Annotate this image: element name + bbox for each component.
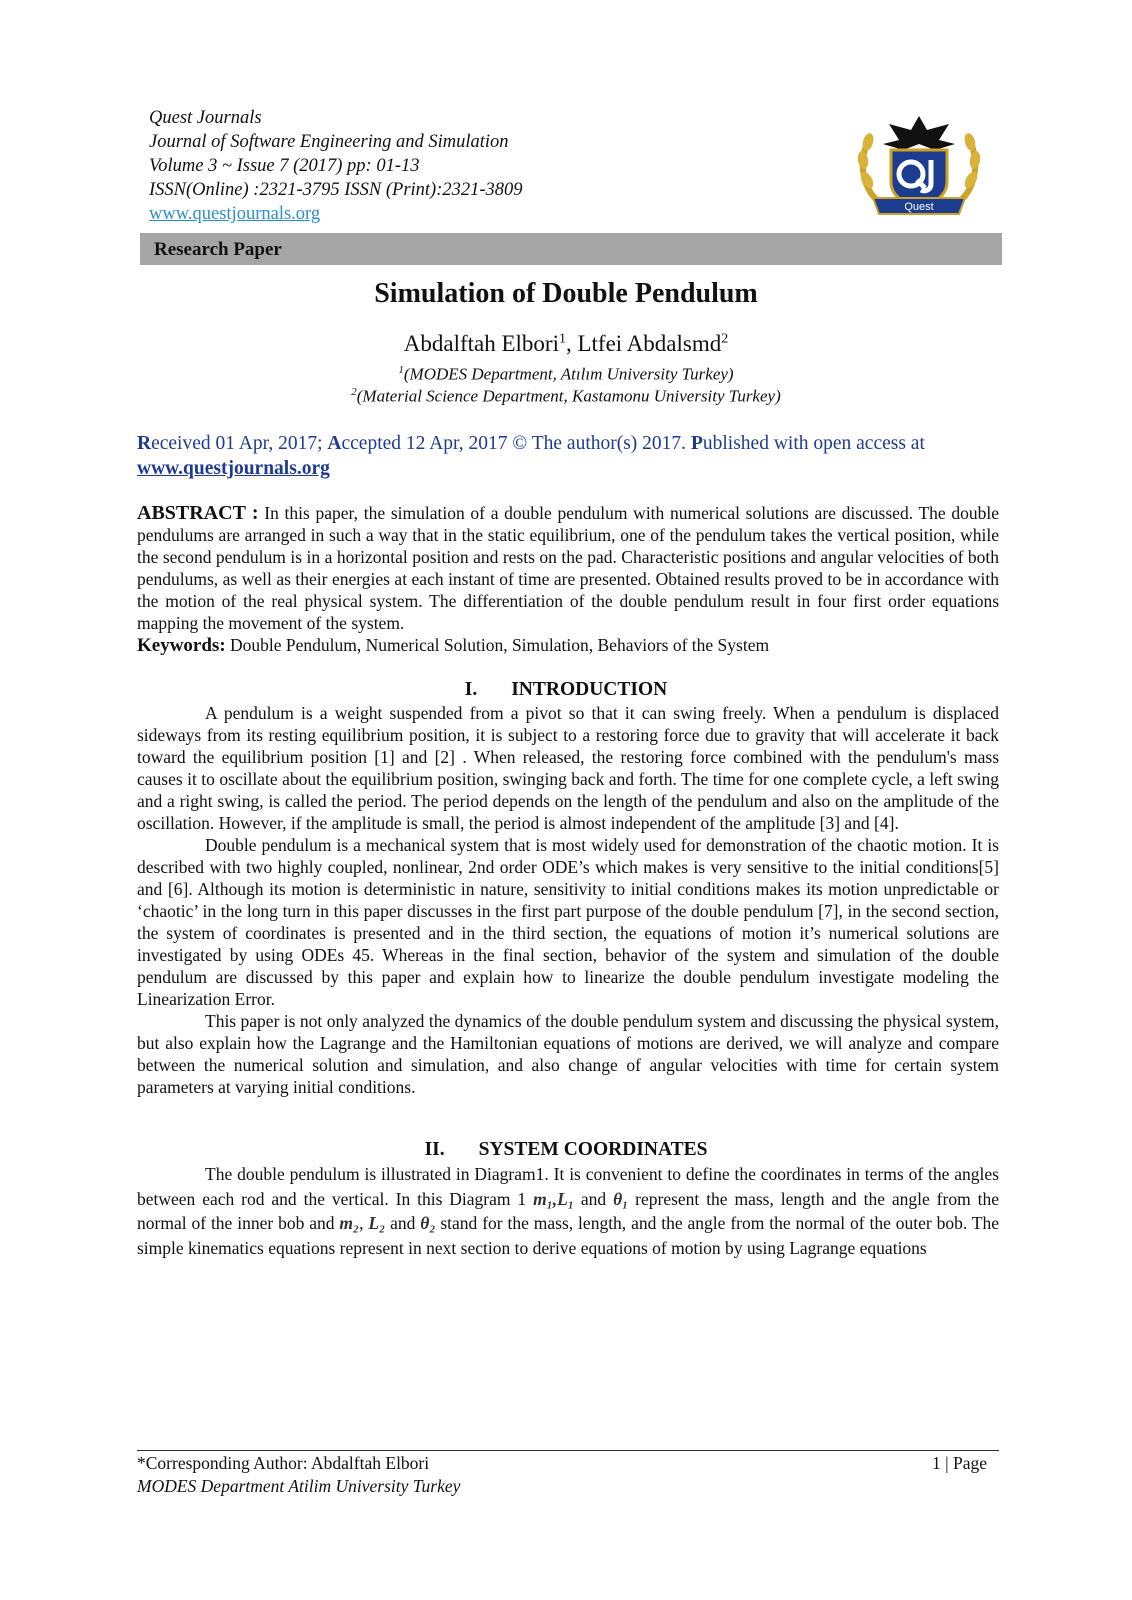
intro-paragraph-2: Double pendulum is a mechanical system that is most widely used for demonstration of the chaotic motion. It is described with two highly coupled, nonlinear, 2nd order ODE’s which makes is very sensitive to the initial conditions[5] and [6]. Although its motion is deterministic in nature, sensitivity to initial conditions makes its motion unpredictable or ‘chaotic’ in the long turn in this paper discusses in the first part purpose of the double pendulum [7], in the second section, the system of coordinates is presented and in the third section, the equations of motion it’s numerical solutions are investigated by using ODEs 45. Whereas in the final section, behavior of the system and simulation of the double pendulum are discussed by this paper and explain how to linearize the double pendulum investigate modeling the Linearization Error. xyxy=(137,835,999,1009)
abstract-block xyxy=(137,502,999,657)
author-2-superscript: 2 xyxy=(721,331,729,347)
coords-text-6: stand for the mass, length, and the angle from the normal of the outer bob. The simple kinematics equations represent in next section to derive equations of motion by using Lagrange equations xyxy=(137,1213,1000,1258)
section-1-title: INTRODUCTION xyxy=(511,679,668,700)
symbol-theta2: θ₂ xyxy=(420,1213,436,1233)
intro-paragraph-3: This paper is not only analyzed the dynamics of the double pendulum system and discussing the physical system, but also explain how the Lagrange and the Hamiltonian equations of motions are derived, we will analyze and compare between the numerical solution and simulation, and also change of angular velocities with time for certain system parameters at varying initial conditions. xyxy=(137,1011,999,1097)
received-date: eceived 01 Apr, 2017; xyxy=(151,433,328,454)
affiliation-1-superscript: 1 xyxy=(398,364,404,376)
author-separator: , xyxy=(565,331,578,356)
corresponding-author: *Corresponding Author: Abdalftah Elbori xyxy=(137,1453,430,1473)
journal-header xyxy=(149,106,523,226)
footer-divider xyxy=(137,1450,999,1451)
logo-ribbon-text: Quest xyxy=(904,201,934,213)
keywords-text: Double Pendulum, Numerical Solution, Simulation, Behaviors of the System xyxy=(230,635,770,655)
received-cap-r: R xyxy=(137,433,152,454)
section-1-number: I. xyxy=(464,679,478,700)
section-1-heading xyxy=(0,679,1132,701)
accepted-cap-a: A xyxy=(327,433,342,454)
section-2-heading xyxy=(0,1139,1132,1161)
author-1-superscript: 1 xyxy=(558,331,566,347)
author-1: Abdalftah Elbori xyxy=(403,331,559,356)
journal-name: Journal of Software Engineering and Simulation xyxy=(149,132,509,152)
journal-url-link[interactable]: www.questjournals.org xyxy=(149,204,321,224)
keywords-label: Keywords: xyxy=(137,635,226,656)
author-list xyxy=(0,331,1132,357)
abstract-label: ABSTRACT : xyxy=(137,502,259,524)
quest-journals-logo xyxy=(853,110,985,220)
symbol-m2: m₂ xyxy=(339,1213,360,1233)
coords-text-3: represent the mass, length and the angle from the normal of the inner bob and xyxy=(137,1188,999,1233)
coordinates-paragraph xyxy=(137,1162,999,1260)
questjournals-link[interactable]: www.questjournals.org xyxy=(137,458,330,479)
symbol-theta1: θ₁ xyxy=(613,1188,629,1209)
symbol-l2: L₂ xyxy=(368,1213,386,1233)
introduction-body xyxy=(137,702,999,1098)
published-cap-p: P xyxy=(690,433,703,454)
journal-publisher: Quest Journals xyxy=(149,108,262,128)
affiliation-2-superscript: 2 xyxy=(351,386,357,398)
footer-affiliation: MODES Department Atilim University Turkey xyxy=(137,1476,461,1496)
affiliation-2 xyxy=(0,386,1132,407)
received-line xyxy=(137,431,999,481)
accepted-date: ccepted 12 Apr, 2017 © The author(s) 2017. xyxy=(341,433,691,454)
affiliation-2-text: (Material Science Department, Kastamonu University Turkey) xyxy=(356,386,781,406)
abstract-text: In this paper, the simulation of a double pendulum with numerical solutions are discussed. The double pendulums are arranged in such a way that in the static equilibrium, one of the pendulum takes the vertical position, while the second pendulum is in a horizontal position and rests on the pad. Characteristic positions and angular velocities of both pendulums, as well as their energies at each instant of time are presented. Obtained results proved to be in accordance with the motion of the real physical system. The differentiation of the double pendulum result in four first order equations mapping the movement of the system. xyxy=(137,503,999,633)
intro-paragraph-1: A pendulum is a weight suspended from a pivot so that it can swing freely. When a pendulum is displaced sideways from its resting equilibrium position, it is subject to a restoring force due to gravity that will accelerate it back toward the equilibrium position [1] and [2] . When released, the restoring force combined with the pendulum's mass causes it to oscillate about the equilibrium position, swinging back and forth. The time for one complete cycle, a left swing and a right swing, is called the period. The period depends on the length of the pendulum and also on the amplitude of the oscillation. However, if the amplitude is small, the period is almost independent of the amplitude [3] and [4]. xyxy=(137,703,999,833)
system-coordinates-body xyxy=(137,1162,999,1260)
affiliation-1 xyxy=(0,364,1132,385)
journal-volume: Volume 3 ~ Issue 7 (2017) pp: 01-13 xyxy=(149,156,420,176)
coords-text-4: , xyxy=(359,1213,369,1233)
section-2-number: II. xyxy=(424,1139,445,1160)
author-2: Ltfei Abdalsmd xyxy=(577,331,722,356)
page-footer xyxy=(137,1452,999,1498)
paper-title: Simulation of Double Pendulum xyxy=(374,278,758,309)
research-paper-bar xyxy=(140,233,1002,265)
coords-text-2: and xyxy=(573,1188,614,1209)
section-2-title: SYSTEM COORDINATES xyxy=(478,1139,708,1160)
paper-type-label: Research Paper xyxy=(154,239,282,260)
symbol-m1-l1: m₁,L₁ xyxy=(533,1188,574,1209)
coords-text-1: The double pendulum is illustrated in Diagram1. It is convenient to define the coordinates in terms of the angles between each rod and the vertical. In this Diagram 1 xyxy=(137,1164,999,1209)
journal-issn: ISSN(Online) :2321-3795 ISSN (Print):2321-3809 xyxy=(149,180,523,200)
affiliation-1-text: (MODES Department, Atılım University Turkey) xyxy=(403,364,734,384)
published-text: ublished with open access at xyxy=(702,433,925,454)
coords-text-5: and xyxy=(385,1213,421,1233)
page-number: 1 | Page xyxy=(931,1453,987,1473)
